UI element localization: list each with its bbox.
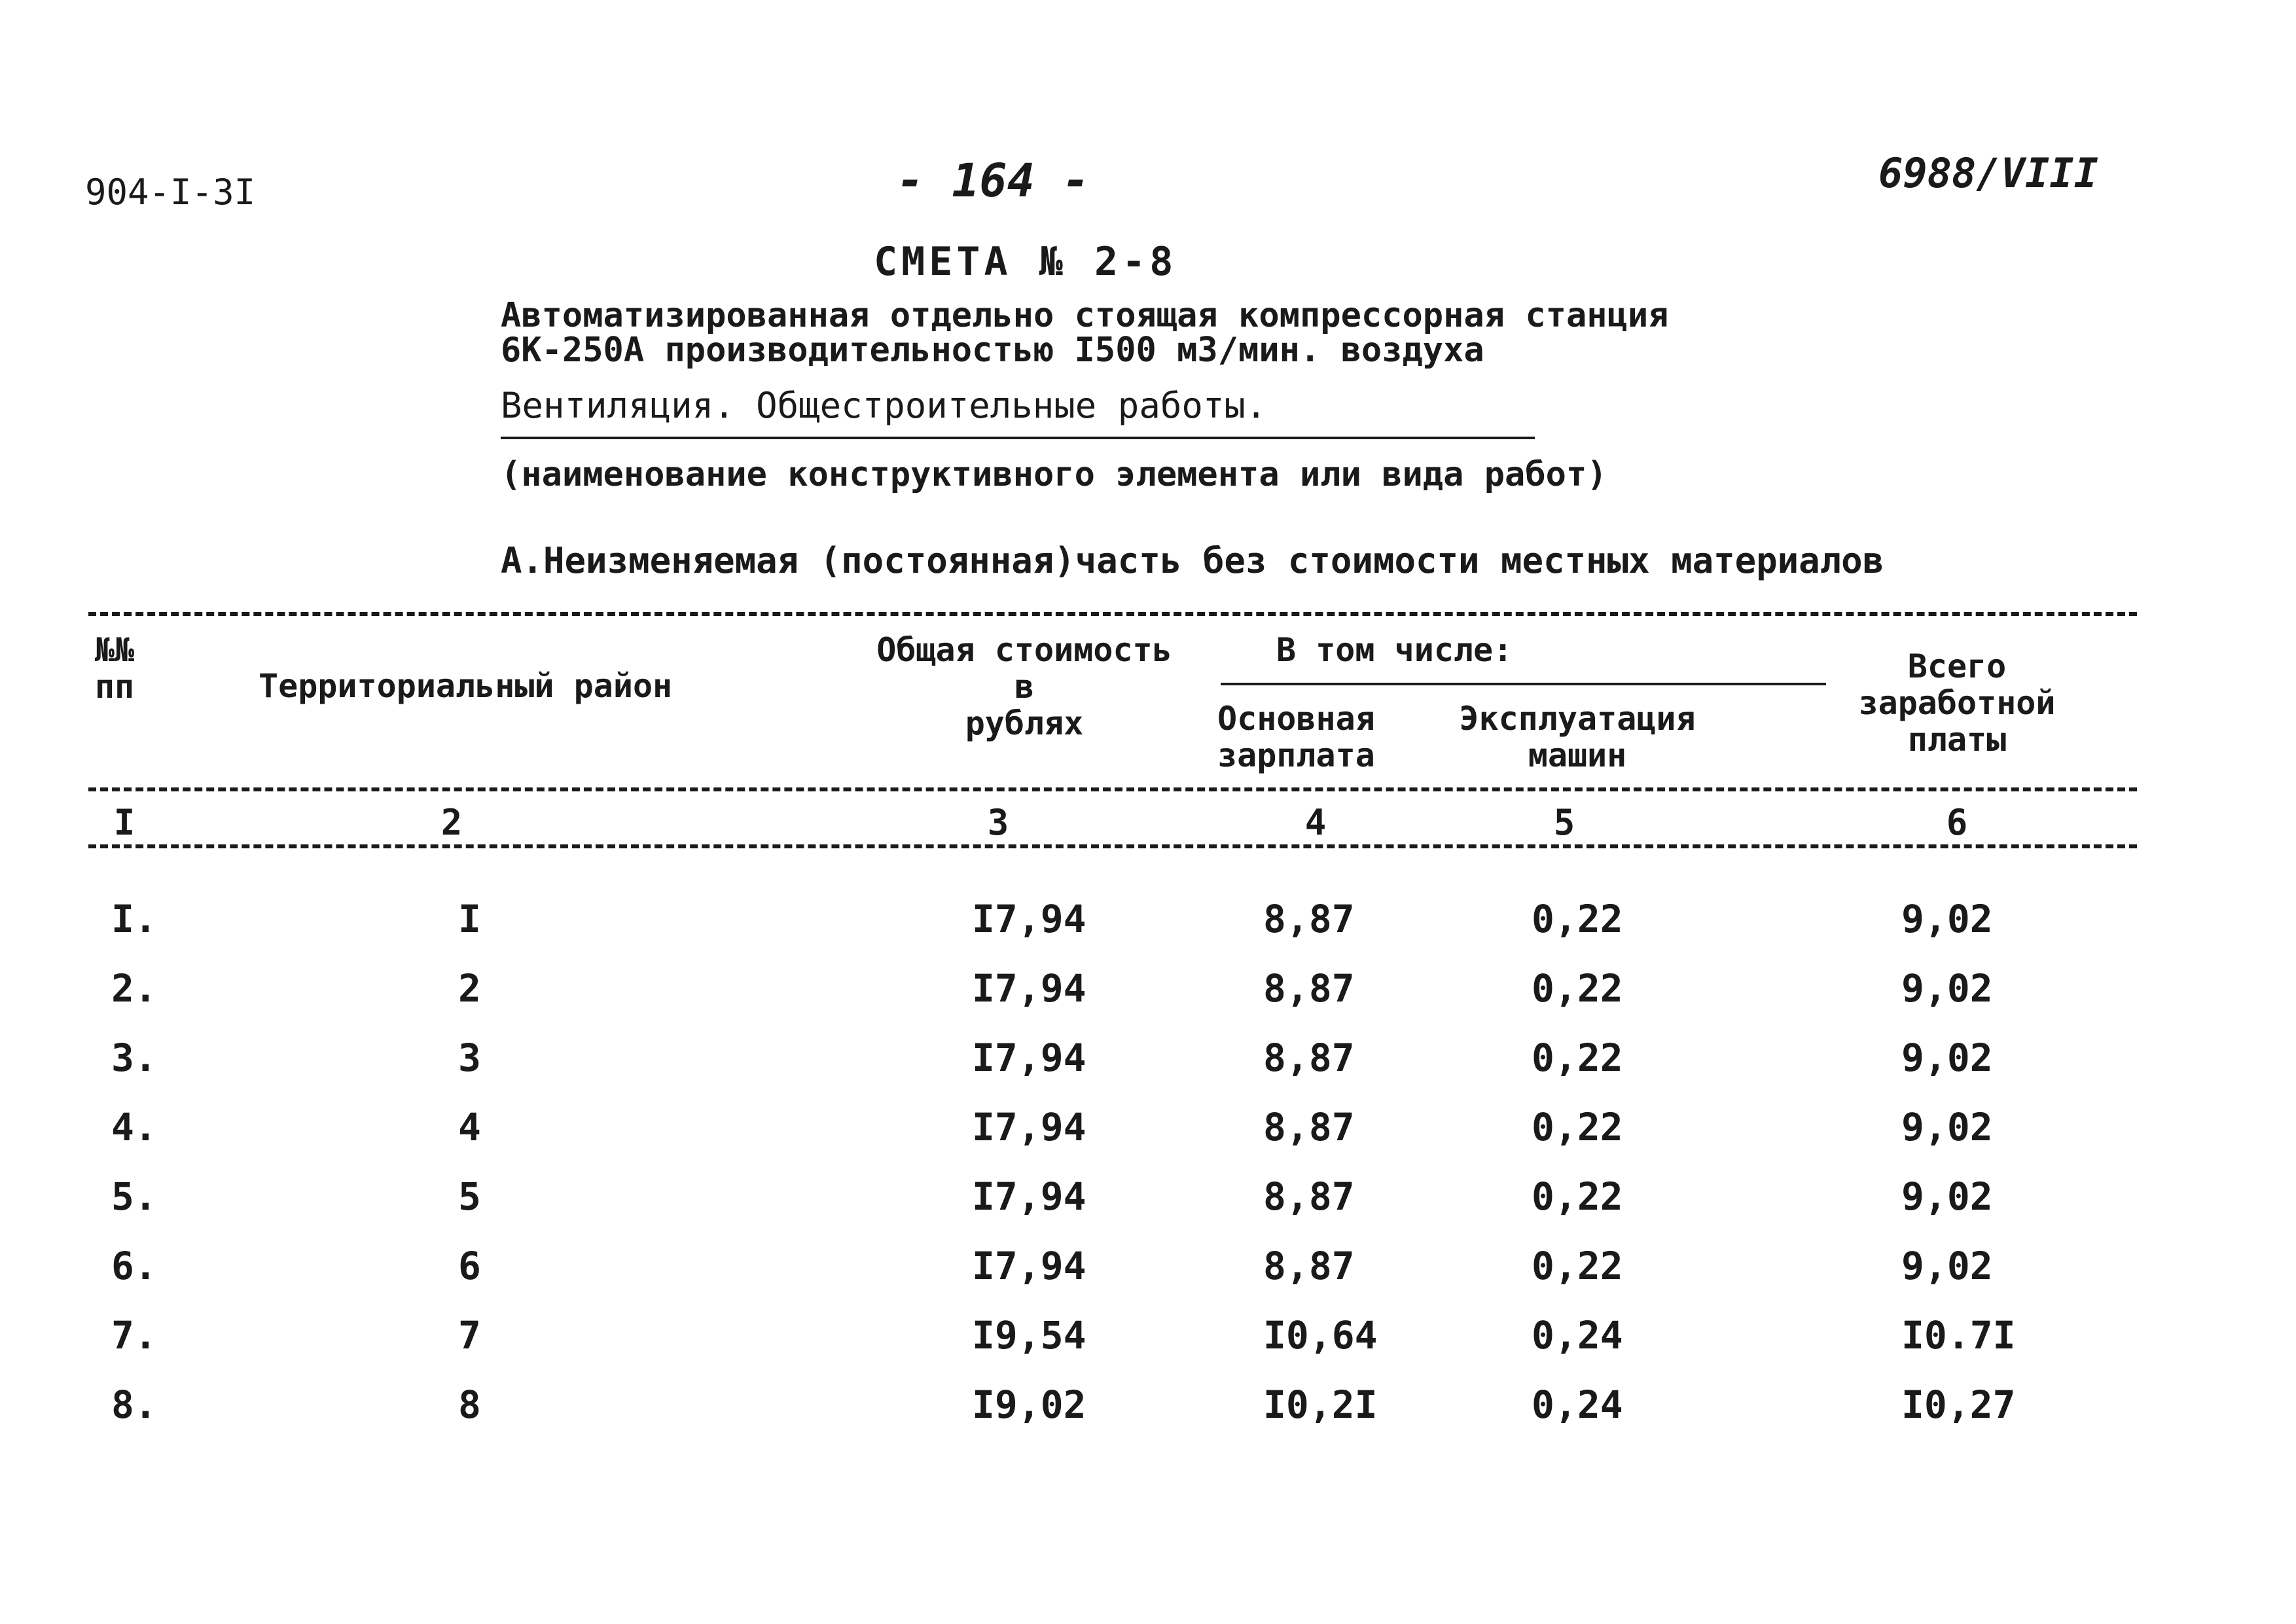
total-cost: I7,94	[972, 1105, 1086, 1149]
header-total-wage: Всего заработной платы	[1858, 647, 2056, 759]
table-row	[0, 1313, 2296, 1359]
base-salary: 8,87	[1263, 1244, 1355, 1288]
machine-operation: 0,22	[1532, 966, 1623, 1011]
column-number-5: 5	[1553, 802, 1575, 843]
table-top-rule	[88, 612, 2137, 616]
base-salary: 8,87	[1263, 1105, 1355, 1149]
header-base-salary: Основная зарплата	[1217, 700, 1375, 774]
region: 4	[458, 1105, 481, 1149]
machine-operation: 0,22	[1532, 897, 1623, 941]
machine-operation: 0,22	[1532, 1105, 1623, 1149]
column-number-1: I	[113, 802, 135, 843]
base-salary: 8,87	[1263, 966, 1355, 1011]
region: 7	[458, 1313, 481, 1358]
column-number-4: 4	[1304, 802, 1327, 843]
total-cost: I9,02	[972, 1382, 1086, 1427]
machine-operation: 0,24	[1532, 1382, 1623, 1427]
total-cost: I7,94	[972, 897, 1086, 941]
header-including: В том числе:	[1276, 631, 1513, 669]
column-numbers-rule	[88, 844, 2137, 848]
table-row	[0, 1382, 2296, 1428]
total-wage: I0.7I	[1901, 1313, 2016, 1358]
row-number: 7.	[111, 1313, 157, 1358]
total-wage: 9,02	[1901, 1036, 1993, 1080]
total-wage: I0,27	[1901, 1382, 2016, 1427]
column-number-6: 6	[1946, 802, 1968, 843]
total-cost: I7,94	[972, 1036, 1086, 1080]
group-header-rule	[1221, 683, 1826, 685]
table-row	[0, 897, 2296, 943]
table-row	[0, 966, 2296, 1012]
object-name-line-1: Автоматизированная отдельно стоящая компрессорная станция	[501, 296, 1669, 335]
total-cost: I7,94	[972, 1244, 1086, 1288]
table-row	[0, 1174, 2296, 1220]
header-bottom-rule	[88, 787, 2137, 791]
estimate-title: СМЕТА № 2-8	[874, 239, 1177, 285]
section-title: А.Неизменяемая (постоянная)часть без стоимости местных материалов	[501, 540, 1884, 581]
base-salary: 8,87	[1263, 1036, 1355, 1080]
region: I	[458, 897, 481, 941]
column-number-2: 2	[440, 802, 463, 843]
total-wage: 9,02	[1901, 897, 1993, 941]
base-salary: I0,2I	[1263, 1382, 1378, 1427]
table-row	[0, 1036, 2296, 1081]
document-code: 904-I-3I	[85, 171, 256, 213]
page-number: - 164 -	[897, 154, 1090, 208]
region: 8	[458, 1382, 481, 1427]
header-region: Территориальный район	[259, 667, 673, 705]
row-number: 8.	[111, 1382, 157, 1427]
total-wage: 9,02	[1901, 1244, 1993, 1288]
base-salary: 8,87	[1263, 897, 1355, 941]
header-total-cost: Общая стоимость в рублях	[876, 631, 1172, 742]
machine-operation: 0,22	[1532, 1174, 1623, 1219]
region: 3	[458, 1036, 481, 1080]
header-machine-operation: Эксплуатация машин	[1459, 700, 1696, 774]
work-type: Вентиляция. Общестроительные работы.	[501, 385, 1267, 426]
total-wage: 9,02	[1901, 1105, 1993, 1149]
machine-operation: 0,22	[1532, 1036, 1623, 1080]
total-cost: I7,94	[972, 966, 1086, 1011]
region: 2	[458, 966, 481, 1011]
row-number: 3.	[111, 1036, 157, 1080]
divider-rule	[501, 437, 1535, 439]
region: 5	[458, 1174, 481, 1219]
row-number: 6.	[111, 1244, 157, 1288]
base-salary: I0,64	[1263, 1313, 1378, 1358]
object-name-line-2: 6К-250А производительностью I500 м3/мин. воздуха	[501, 331, 1484, 370]
total-wage: 9,02	[1901, 966, 1993, 1011]
base-salary: 8,87	[1263, 1174, 1355, 1219]
work-type-caption: (наименование конструктивного элемента или вида работ)	[501, 455, 1607, 494]
total-cost: I9,54	[972, 1313, 1086, 1358]
inventory-mark: 6988/VIII	[1878, 149, 2098, 197]
column-number-3: 3	[987, 802, 1009, 843]
total-cost: I7,94	[972, 1174, 1086, 1219]
machine-operation: 0,24	[1532, 1313, 1623, 1358]
region: 6	[458, 1244, 481, 1288]
row-number: 4.	[111, 1105, 157, 1149]
table-row	[0, 1105, 2296, 1151]
row-number: 5.	[111, 1174, 157, 1219]
table-row	[0, 1244, 2296, 1290]
header-row-number: №№ пп	[94, 631, 135, 706]
row-number: I.	[111, 897, 157, 941]
total-wage: 9,02	[1901, 1174, 1993, 1219]
machine-operation: 0,22	[1532, 1244, 1623, 1288]
row-number: 2.	[111, 966, 157, 1011]
